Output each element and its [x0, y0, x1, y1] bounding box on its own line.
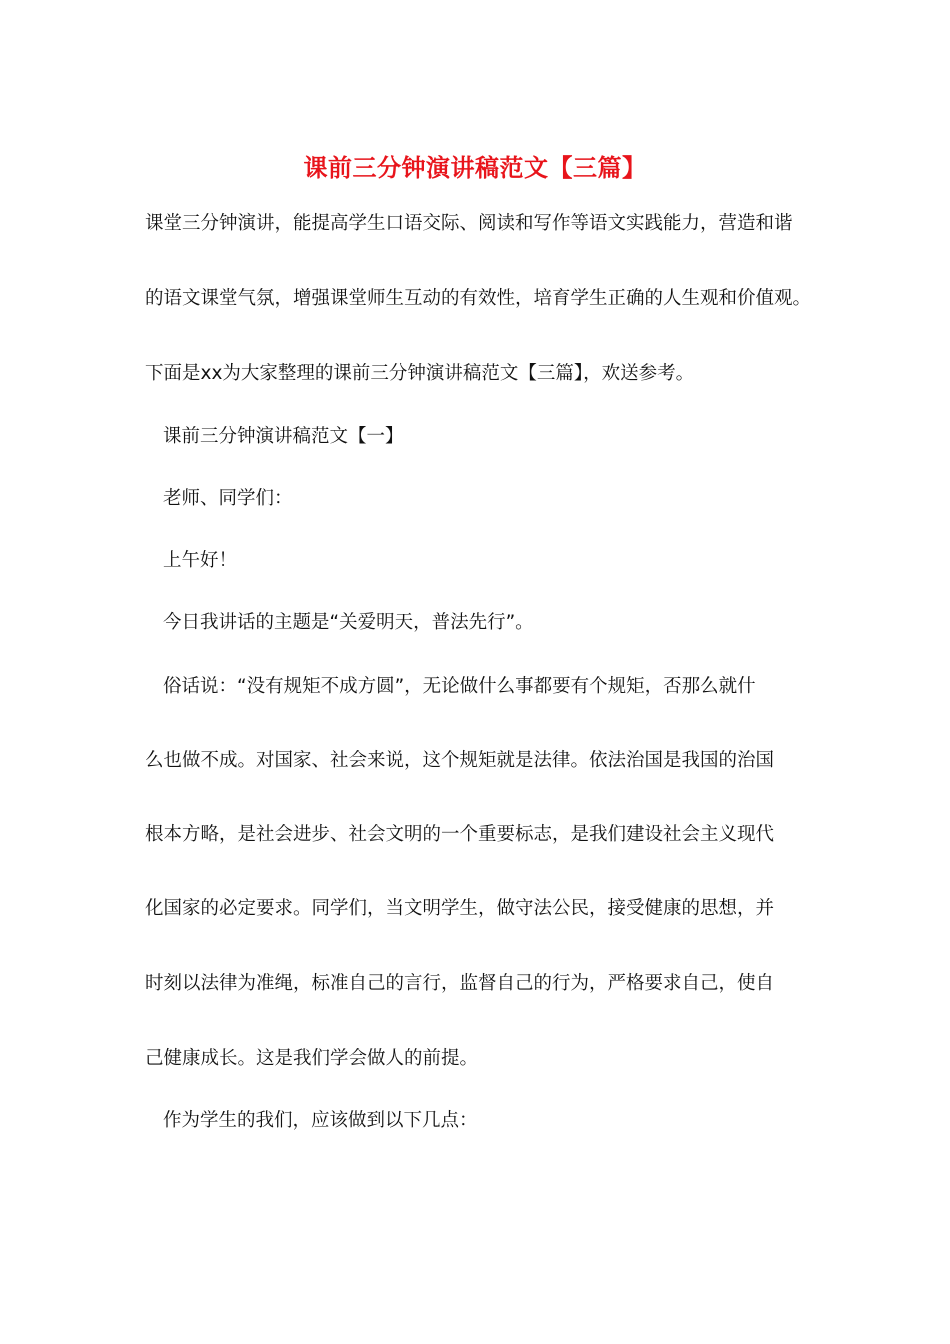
paragraph-line: 的语文课堂气氛，增强课堂师生互动的有效性，培育学生正确的人生观和价值观。: [145, 288, 812, 309]
paragraph-line: 根本方略，是社会进步、社会文明的一个重要标志，是我们建设社会主义现代: [145, 824, 775, 845]
greeting: 上午好！: [163, 550, 238, 571]
salutation: 老师、同学们：: [163, 488, 293, 509]
paragraph-line: 己健康成长。这是我们学会做人的前提。: [145, 1048, 479, 1069]
paragraph-line: 今日我讲话的主题是“关爱明天，普法先行”。: [163, 612, 534, 633]
paragraph-line: 时刻以法律为准绳，标准自己的言行，监督自己的行为，严格要求自己，使自: [145, 973, 775, 994]
section-heading: 课前三分钟演讲稿范文【一】: [163, 426, 404, 447]
paragraph-line: 化国家的必定要求。同学们，当文明学生，做守法公民，接受健康的思想，并: [145, 898, 775, 919]
paragraph-line: 下面是xx为大家整理的课前三分钟演讲稿范文【三篇】，欢送参考。: [145, 363, 695, 384]
paragraph-line: 作为学生的我们，应该做到以下几点：: [163, 1110, 478, 1131]
paragraph-line: 俗话说：“没有规矩不成方圆”，无论做什么事都要有个规矩，否那么就什: [163, 676, 756, 697]
paragraph-line: 么也做不成。对国家、社会来说，这个规矩就是法律。依法治国是我国的治国: [145, 750, 775, 771]
paragraph-line: 课堂三分钟演讲，能提高学生口语交际、阅读和写作等语文实践能力，营造和谐: [145, 213, 793, 234]
document-title: 课前三分钟演讲稿范文【三篇】: [303, 153, 647, 182]
